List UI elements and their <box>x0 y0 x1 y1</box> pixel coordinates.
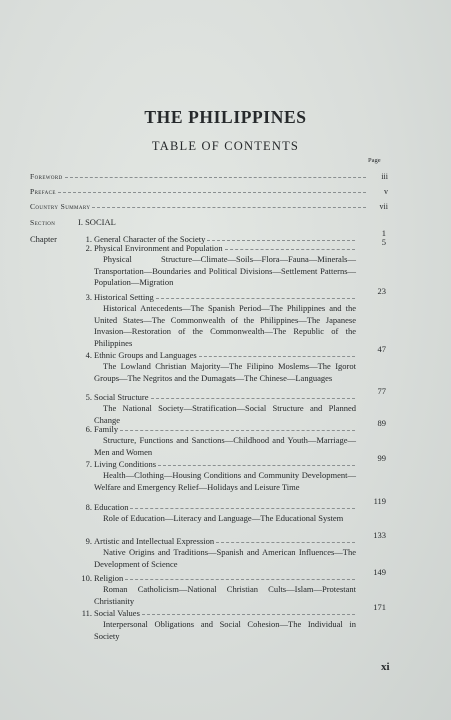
dot-leader <box>58 192 366 193</box>
chapter-title: Religion <box>94 573 124 583</box>
front-matter-page: v <box>384 187 388 196</box>
front-matter-item <box>30 187 388 199</box>
chapter-subtopics: Interpersonal Obligations and Social Cohesion—The Individual in Society <box>94 619 356 641</box>
chapter-number: 6. <box>85 424 92 434</box>
chapter-number: 5. <box>85 392 92 402</box>
section-line <box>30 217 116 227</box>
front-matter-page: iii <box>381 172 388 181</box>
chapter-page: 89 <box>377 418 386 428</box>
front-matter-item <box>30 202 388 214</box>
chapter-number: 10. <box>81 573 92 583</box>
chapter-subtopics: Health—Clothing—Housing Conditions and Community Development—Welfare and Emergency Relief—Holidays and Leisure Time <box>94 470 356 492</box>
chapter-subtopics: Native Origins and Traditions—Spanish and American Influences—The Development of Science <box>94 547 356 569</box>
page-folio: xi <box>381 661 390 673</box>
chapter-title: Historical Setting <box>94 292 154 302</box>
chapter-page: 119 <box>373 496 386 506</box>
dot-leader <box>142 614 355 615</box>
dot-leader <box>125 579 355 580</box>
front-matter-page: vii <box>379 202 388 211</box>
chapter-subtopics: The National Society—Stratification—Social Structure and Planned Change <box>94 403 356 425</box>
chapter-subtopics: Structure, Functions and Sanctions—Childhood and Youth—Marriage—Men and Women <box>94 435 356 457</box>
dot-leader <box>225 249 355 250</box>
dot-leader <box>151 398 355 399</box>
chapter-subtopics: Historical Antecedents—The Spanish Period—The Philippines and the United States—The Commonwealth of the Philippines—The Japanese Invasion—Restoration of the Commonwealth—The Republic of the Philippines <box>94 303 356 348</box>
chapter-number: 4. <box>85 350 92 360</box>
section-label: Section <box>30 218 56 227</box>
front-matter-label: Country Summary <box>30 202 91 211</box>
toc-heading: TABLE OF CONTENTS <box>151 139 300 153</box>
chapter-subtopics: Roman Catholicism—National Christian Cults—Islam—Protestant Christianity <box>94 584 356 606</box>
chapter-title: Social Values <box>94 608 140 618</box>
chapter-subtopics: Physical Structure—Climate—Soils—Flora—Fauna—Minerals—Transportation—Boundaries and Political Divisions—Settlement Patterns—Population—Migration <box>94 254 356 288</box>
front-matter-label: Preface <box>30 187 56 196</box>
chapter-title: General Character of the Society <box>94 234 206 244</box>
chapter-number: 1. <box>85 234 92 244</box>
chapter-number: 2. <box>85 243 92 253</box>
chapter-number: 7. <box>85 459 92 469</box>
chapter-page: 1 <box>381 228 386 238</box>
chapter-number: 9. <box>85 536 92 546</box>
chapter-page: 171 <box>373 602 386 612</box>
chapter-subtopics: The Lowland Christian Majority—The Filipino Moslems—The Igorot Groups—The Negritos and the Dumagats—The Chinese—Languages <box>94 361 356 383</box>
chapter-page: 99 <box>377 453 386 463</box>
chapter-number: 3. <box>85 292 92 302</box>
dot-leader <box>156 298 355 299</box>
dot-leader <box>92 207 366 208</box>
chapter-title: Artistic and Intellectual Expression <box>94 536 215 546</box>
chapter-title: Social Structure <box>94 392 149 402</box>
chapter-number: 8. <box>85 502 92 512</box>
chapter-page: 77 <box>377 386 386 396</box>
front-matter-item <box>30 172 388 184</box>
dot-leader <box>207 240 355 241</box>
chapter-page: 133 <box>373 530 386 540</box>
dot-leader <box>130 508 355 509</box>
dot-leader <box>199 356 355 357</box>
chapter-subtopics: Role of Education—Literacy and Language—The Educational System <box>103 513 344 524</box>
dot-leader <box>120 430 355 431</box>
chapter-title: Physical Environment and Population <box>94 243 223 253</box>
chapter-page: 47 <box>377 344 386 354</box>
book-title: THE PHILIPPINES <box>144 107 307 127</box>
chapter-label: Chapter <box>30 234 57 244</box>
section-value: I. SOCIAL <box>78 217 116 227</box>
page-column-header: Page <box>368 157 381 164</box>
chapter-title: Living Conditions <box>94 459 157 469</box>
dot-leader <box>216 542 355 543</box>
chapter-page: 5 <box>381 237 386 247</box>
chapter-title: Education <box>94 502 129 512</box>
dot-leader <box>158 465 355 466</box>
chapter-page: 149 <box>373 567 386 577</box>
dot-leader <box>65 177 366 178</box>
chapter-title: Ethnic Groups and Languages <box>94 350 197 360</box>
chapter-page: 23 <box>377 286 386 296</box>
chapter-title: Family <box>94 424 119 434</box>
chapter-number: 11. <box>81 608 92 618</box>
front-matter-label: Foreword <box>30 172 63 181</box>
